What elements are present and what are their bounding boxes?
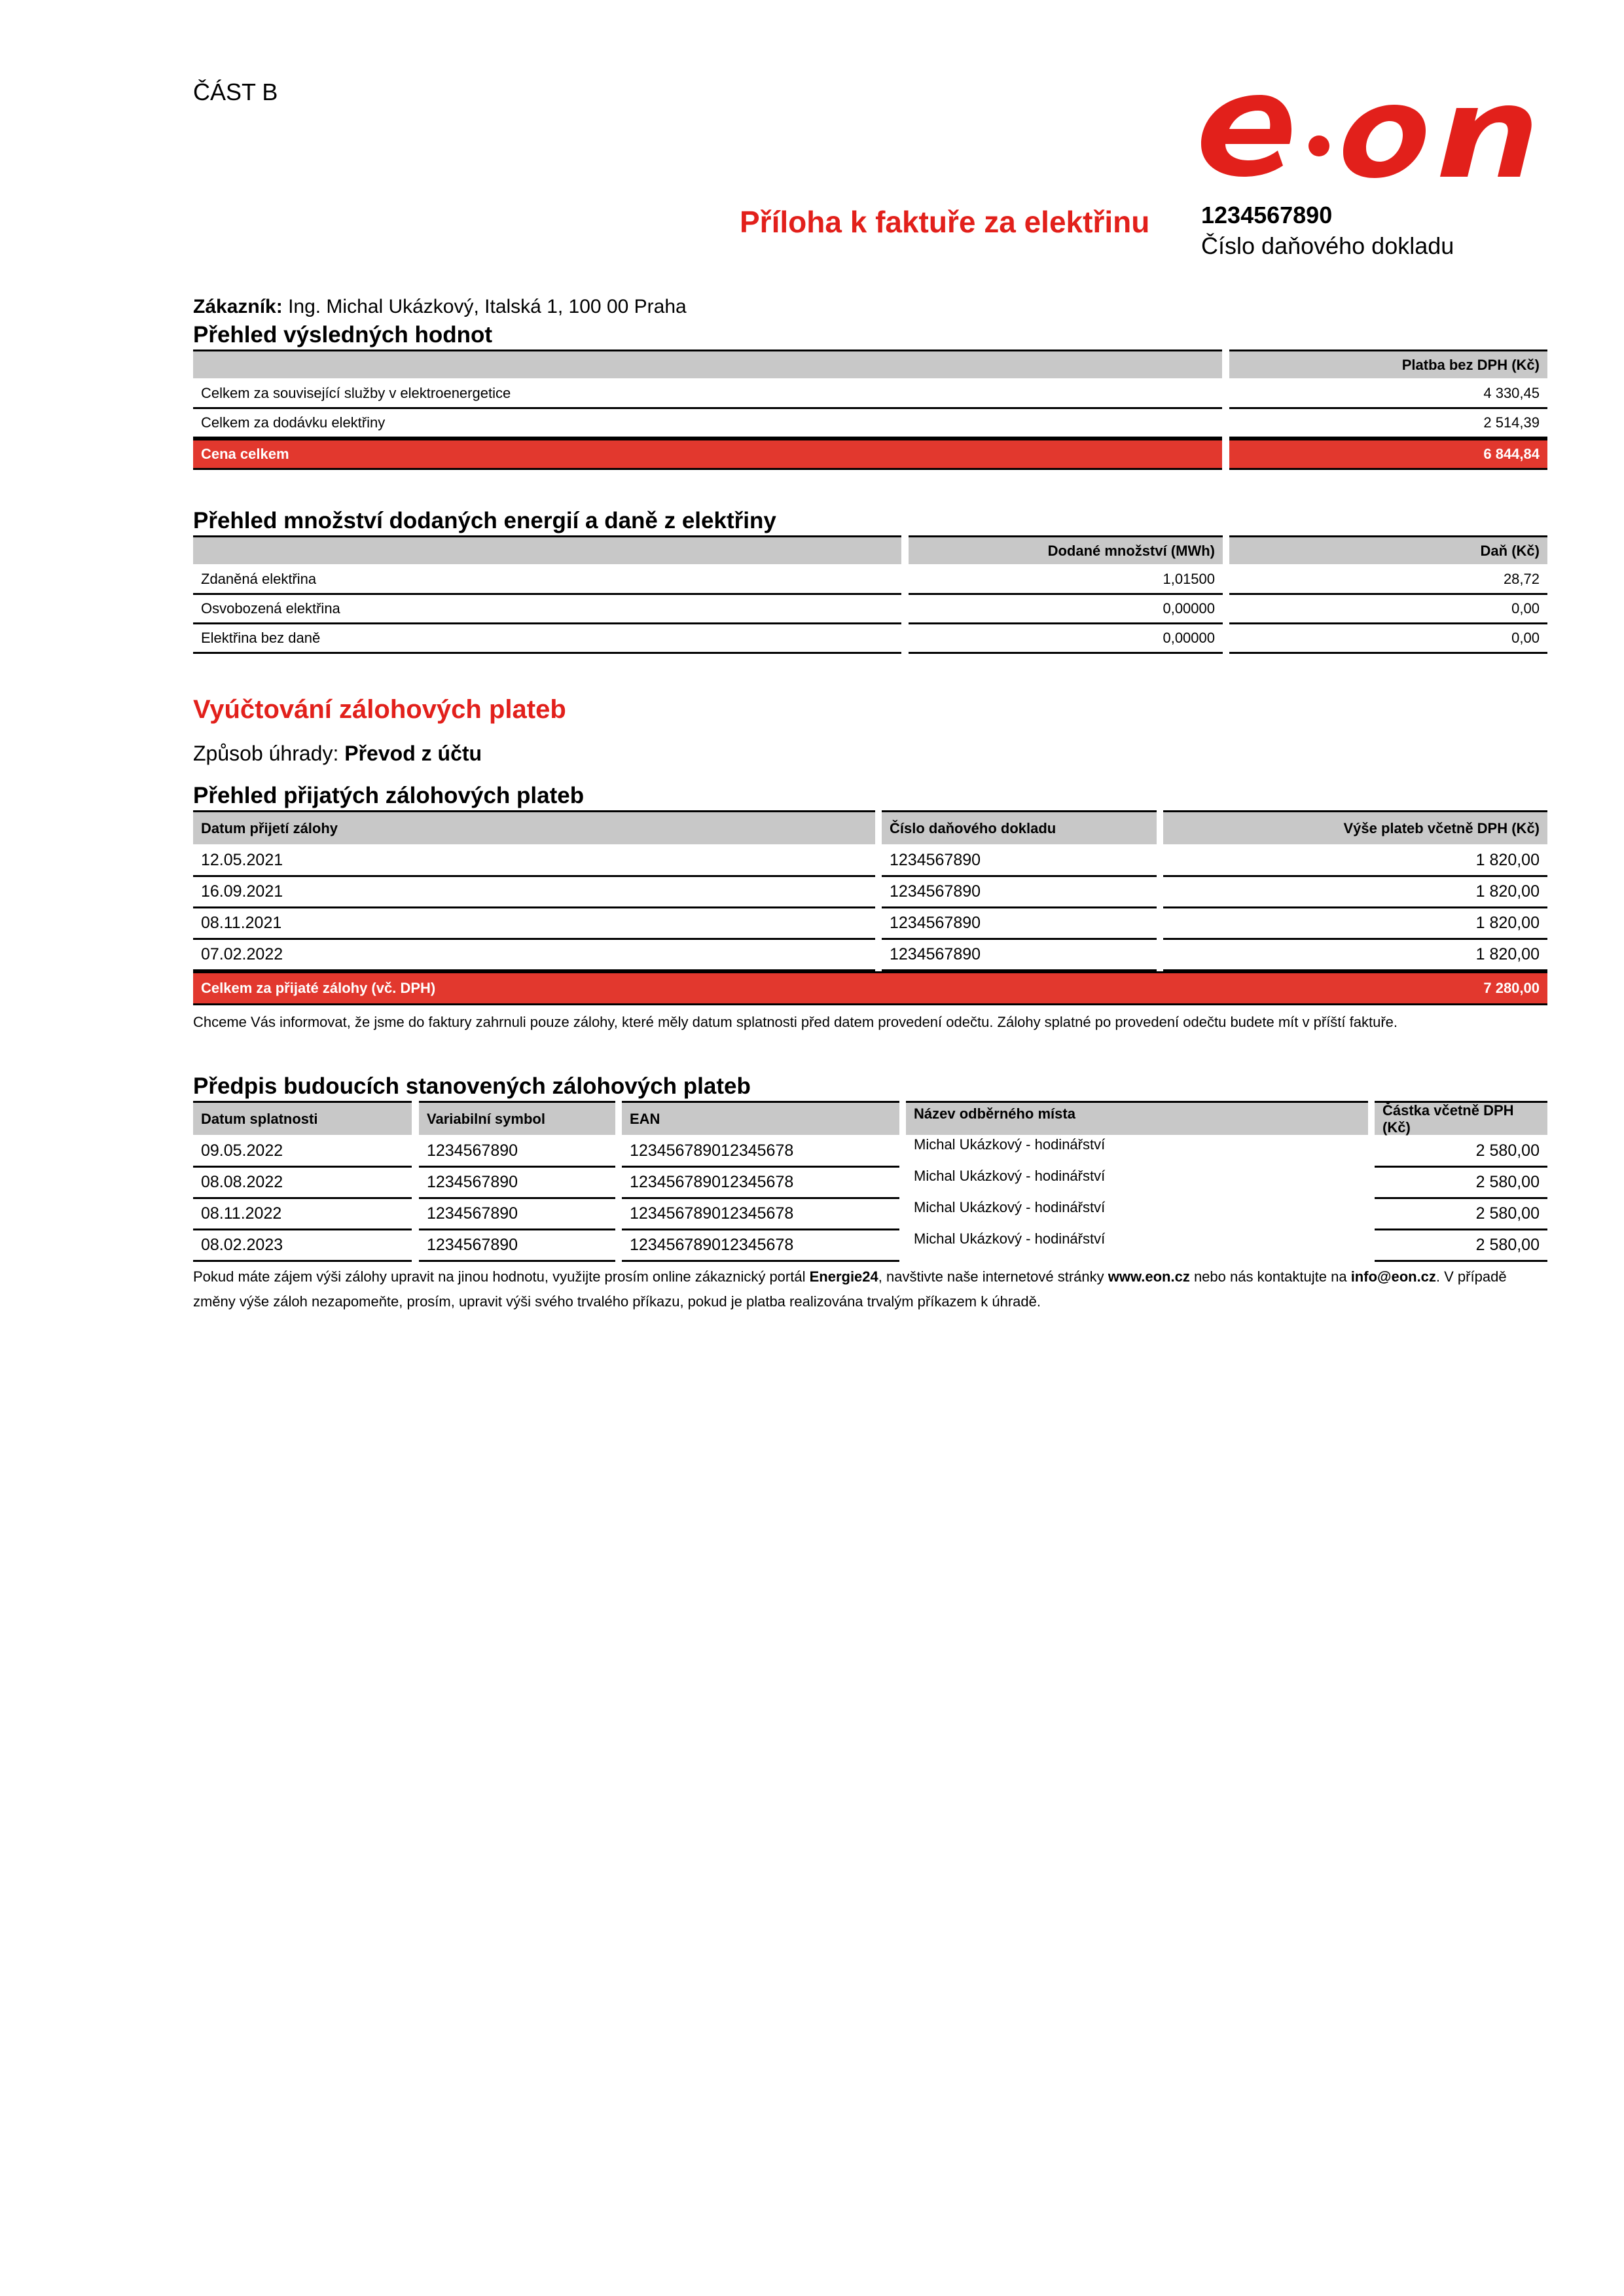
future-note-text: nebo nás kontaktujte na: [1189, 1268, 1351, 1285]
received-row-date: 08.11.2021: [193, 908, 875, 940]
future-row-ean: 123456789012345678: [622, 1199, 899, 1230]
future-row-amount: 2 580,00: [1375, 1199, 1547, 1230]
document-number: 1234567890: [1201, 202, 1333, 228]
energy-row-tax: 0,00: [1229, 595, 1547, 624]
future-note-text: , navštivte naše internetové stránky: [878, 1268, 1108, 1285]
received-row-amount: 1 820,00: [1163, 908, 1547, 940]
received-row-date: 07.02.2022: [193, 940, 875, 971]
portal-name: Energie24: [809, 1268, 878, 1285]
summary-header-amount: Platba bez DPH (Kč): [1229, 350, 1547, 378]
website-link[interactable]: www.eon.cz: [1108, 1268, 1190, 1285]
future-row-date: 08.02.2023: [193, 1230, 412, 1262]
received-header-amount: Výše plateb včetně DPH (Kč): [1163, 810, 1547, 844]
page-title: Příloha k faktuře za elektřinu: [740, 205, 1150, 239]
future-heading: Předpis budoucích stanovených zálohových plateb: [193, 1073, 751, 1099]
received-total-value: 7 280,00: [1202, 971, 1547, 1005]
future-row-date: 08.08.2022: [193, 1168, 412, 1199]
future-header-place: Název odběrného místa: [906, 1101, 1368, 1135]
future-row-ean: 123456789012345678: [622, 1168, 899, 1199]
payment-method-line: [193, 742, 482, 766]
customer-value: Ing. Michal Ukázkový, Italská 1, 100 00 Praha: [288, 296, 687, 317]
future-row-place: Michal Ukázkový - hodinářství: [914, 1199, 1106, 1215]
future-note-text: Pokud máte zájem výši zálohy upravit na jinou hodnotu, využijte prosím online zákaznický portál: [193, 1268, 810, 1285]
received-row-date: 12.05.2021: [193, 846, 875, 877]
future-header-ean: EAN: [622, 1101, 899, 1135]
customer-line: [193, 296, 687, 318]
energy-row-qty: 0,00000: [909, 624, 1223, 654]
future-row-vs: 1234567890: [419, 1136, 615, 1168]
future-row-date: 09.05.2022: [193, 1136, 412, 1168]
summary-header-label-cell: [193, 350, 1222, 378]
summary-row-value: 2 514,39: [1229, 409, 1547, 439]
email-link[interactable]: info@eon.cz: [1350, 1268, 1436, 1285]
received-row-amount: 1 820,00: [1163, 940, 1547, 971]
payment-method-value: Převod z účtu: [344, 742, 482, 765]
energy-header-label-cell: [193, 535, 901, 564]
energy-row-qty: 1,01500: [909, 565, 1223, 595]
received-heading: Přehled přijatých zálohových plateb: [193, 783, 585, 808]
energy-row-qty: 0,00000: [909, 595, 1223, 624]
energy-row-label: Osvobozená elektřina: [193, 595, 901, 624]
billing-heading: Vyúčtování zálohových plateb: [193, 695, 566, 724]
received-row-doc: 1234567890: [882, 940, 1157, 971]
summary-total-value: 6 844,84: [1229, 439, 1547, 470]
future-note: [193, 1265, 1549, 1314]
received-row-doc: 1234567890: [882, 877, 1157, 908]
summary-total-label: Cena celkem: [193, 439, 1222, 470]
future-row-ean: 123456789012345678: [622, 1136, 899, 1168]
energy-row-tax: 28,72: [1229, 565, 1547, 595]
received-row-amount: 1 820,00: [1163, 846, 1547, 877]
future-row-place: Michal Ukázkový - hodinářství: [914, 1230, 1106, 1247]
received-header-date: Datum přijetí zálohy: [193, 810, 875, 844]
future-row-vs: 1234567890: [419, 1199, 615, 1230]
future-row-date: 08.11.2022: [193, 1199, 412, 1230]
summary-heading: Přehled výsledných hodnot: [193, 322, 493, 348]
document-number-label: Číslo daňového dokladu: [1201, 232, 1454, 259]
energy-row-label: Zdaněná elektřina: [193, 565, 901, 595]
future-header-amount: Částka včetně DPH (Kč): [1375, 1101, 1547, 1135]
future-row-place: Michal Ukázkový - hodinářství: [914, 1136, 1106, 1153]
future-header-date: Datum splatnosti: [193, 1101, 412, 1135]
future-row-amount: 2 580,00: [1375, 1136, 1547, 1168]
received-header-doc: Číslo daňového dokladu: [882, 810, 1157, 844]
future-header-vs: Variabilní symbol: [419, 1101, 615, 1135]
future-row-vs: 1234567890: [419, 1230, 615, 1262]
energy-row-label: Elektřina bez daně: [193, 624, 901, 654]
future-row-ean: 123456789012345678: [622, 1230, 899, 1262]
received-row-doc: 1234567890: [882, 846, 1157, 877]
energy-header-tax: Daň (Kč): [1229, 535, 1547, 564]
received-row-date: 16.09.2021: [193, 877, 875, 908]
future-row-amount: 2 580,00: [1375, 1168, 1547, 1199]
received-row-doc: 1234567890: [882, 908, 1157, 940]
summary-row-label: Celkem za dodávku elektřiny: [193, 409, 1222, 439]
future-row-place: Michal Ukázkový - hodinářství: [914, 1168, 1106, 1184]
energy-header-qty: Dodané množství (MWh): [909, 535, 1223, 564]
future-note-text: . V případě změny výše záloh nezapomeňte, prosím, upravit výši svého trvalého příkazu, pokud je platba realizována trvalým příkazem k úhradě.: [193, 1268, 1507, 1310]
future-row-vs: 1234567890: [419, 1168, 615, 1199]
energy-heading: Přehled množství dodaných energií a daně z elektřiny: [193, 508, 776, 533]
received-total-label: Celkem za přijaté zálohy (vč. DPH): [193, 971, 1202, 1005]
customer-label: Zákazník:: [193, 296, 283, 317]
summary-row-label: Celkem za související služby v elektroenergetice: [193, 380, 1222, 409]
received-row-amount: 1 820,00: [1163, 877, 1547, 908]
future-row-amount: 2 580,00: [1375, 1230, 1547, 1262]
eon-logo: [1198, 82, 1538, 180]
received-note: Chceme Vás informovat, že jsme do faktury zahrnuli pouze zálohy, které měly datum splatnosti před datem provedení odečtu. Zálohy splatné po provedení odečtu budete mít v příští faktuře.: [193, 1014, 1398, 1030]
part-label: ČÁST B: [193, 79, 278, 105]
energy-row-tax: 0,00: [1229, 624, 1547, 654]
summary-row-value: 4 330,45: [1229, 380, 1547, 409]
payment-method-label: Způsob úhrady:: [193, 742, 339, 765]
